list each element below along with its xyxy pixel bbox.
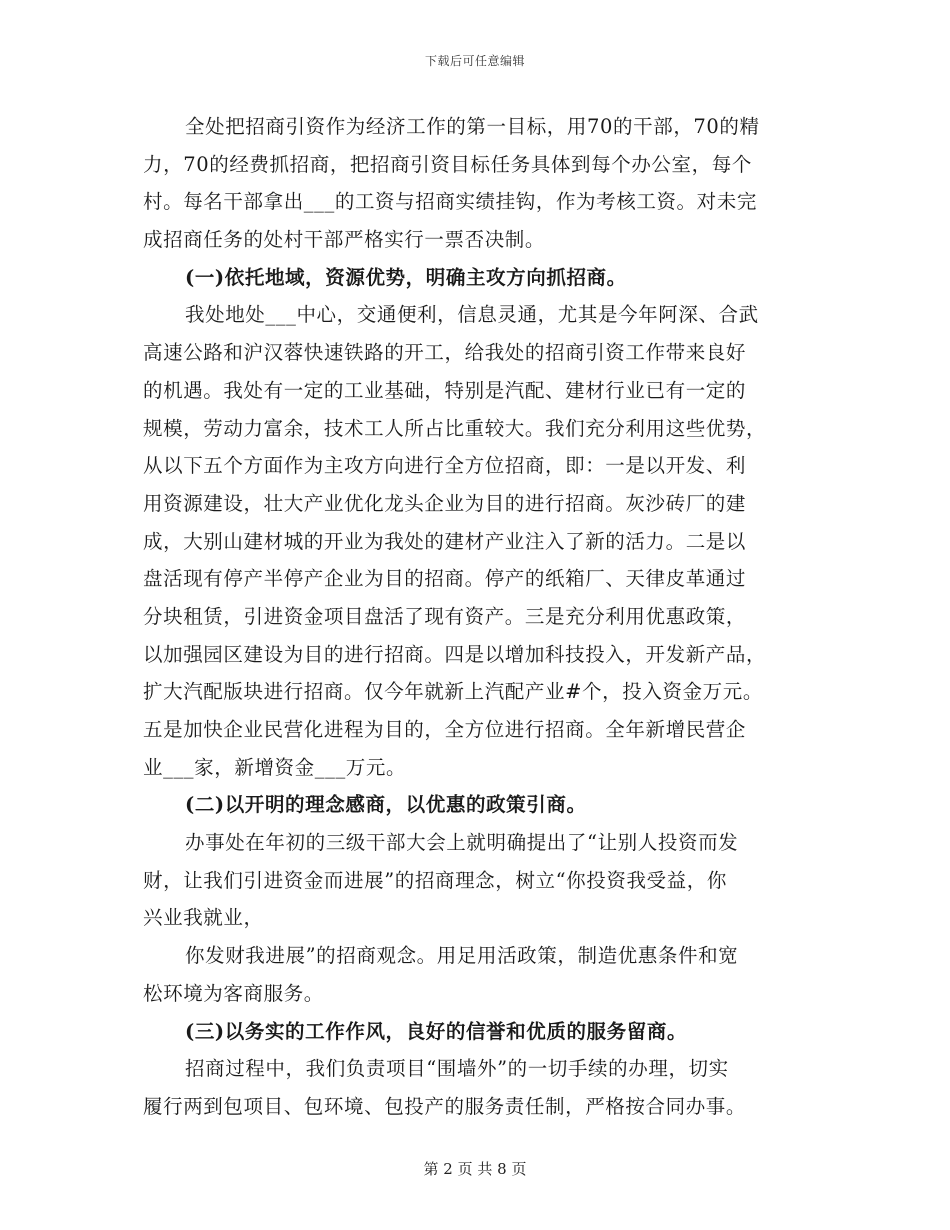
- text-line: 松环境为客商服务。: [143, 981, 324, 1005]
- section-heading: (一)依托地域，资源优势，明确主攻方向抓招商。: [185, 265, 627, 289]
- text-line: 力，70的经费抓招商，把招商引资目标任务具体到每个办公室，每个: [143, 152, 752, 176]
- text-line: 从以下五个方面作为主攻方向进行全方位招商，即：一是以开发、利: [143, 454, 747, 478]
- text-line: 办事处在年初的三级干部大会上就明确提出了“让别人投资而发: [185, 831, 739, 855]
- section-heading: (二)以开明的理念感商，以优惠的政策引商。: [185, 793, 587, 817]
- text-line: 业___家，新增资金___万元。: [143, 755, 407, 779]
- document-body: [143, 108, 807, 1126]
- text-line: 高速公路和沪汉蓉快速铁路的开工，给我处的招商引资工作带来良好: [143, 341, 747, 365]
- text-line: 用资源建设，壮大产业优化龙头企业为目的进行招商。灰沙砖厂的建: [143, 491, 747, 515]
- text-line: 的机遇。我处有一定的工业基础，特别是汽配、建材行业已有一定的: [143, 378, 747, 402]
- text-line: 履行两到包项目、包环境、包投产的服务责任制，严格按合同办事。: [143, 1094, 747, 1118]
- text-line: 扩大汽配版块进行招商。仅今年就新上汽配产业#个，投入资金万元。: [143, 680, 763, 704]
- text-line: 分块租赁，引进资金项目盘活了现有资产。三是充分利用优惠政策，: [143, 604, 747, 628]
- text-line: 村。每名干部拿出___的工资与招商实绩挂钩，作为考核工资。对未完: [143, 190, 757, 214]
- text-line: 五是加快企业民营化进程为目的，全方位进行招商。全年新增民营企: [143, 718, 747, 741]
- text-line: 你发财我进展”的招商观念。用足用活政策，制造优惠条件和宽: [185, 944, 739, 968]
- text-line: 我处地处___中心，交通便利，信息灵通，尤其是今年阿深、合武: [185, 303, 759, 327]
- text-line: 规模，劳动力富余，技术工人所占比重较大。我们充分利用这些优势，: [143, 416, 767, 440]
- text-line: 招商过程中，我们负责项目“围墙外”的一切手续的办理，切实: [185, 1057, 729, 1081]
- text-line: 盘活现有停产半停产企业为目的招商。停产的纸箱厂、天律皮革通过: [143, 567, 747, 591]
- text-line: 兴业我就业，: [143, 906, 264, 930]
- text-line: 财，让我们引进资金而进展”的招商理念，树立“你投资我受益，你: [143, 868, 727, 892]
- section-heading: (三)以务实的工作作风，良好的信誉和优质的服务留商。: [185, 1019, 688, 1043]
- text-line: 全处把招商引资作为经济工作的第一目标，用70的干部，70的精: [185, 115, 760, 138]
- text-line: 以加强园区建设为目的进行招商。四是以增加科技投入，开发新产品，: [143, 642, 767, 666]
- page-header: 下载后可任意编辑: [424, 54, 525, 68]
- text-line: 成，大别山建材城的开业为我处的建材产业注入了新的活力。二是以: [143, 529, 747, 553]
- page-number-footer: 第 2 页 共 8 页: [423, 1160, 527, 1178]
- text-line: 成招商任务的处村干部严格实行一票否决制。: [143, 228, 546, 252]
